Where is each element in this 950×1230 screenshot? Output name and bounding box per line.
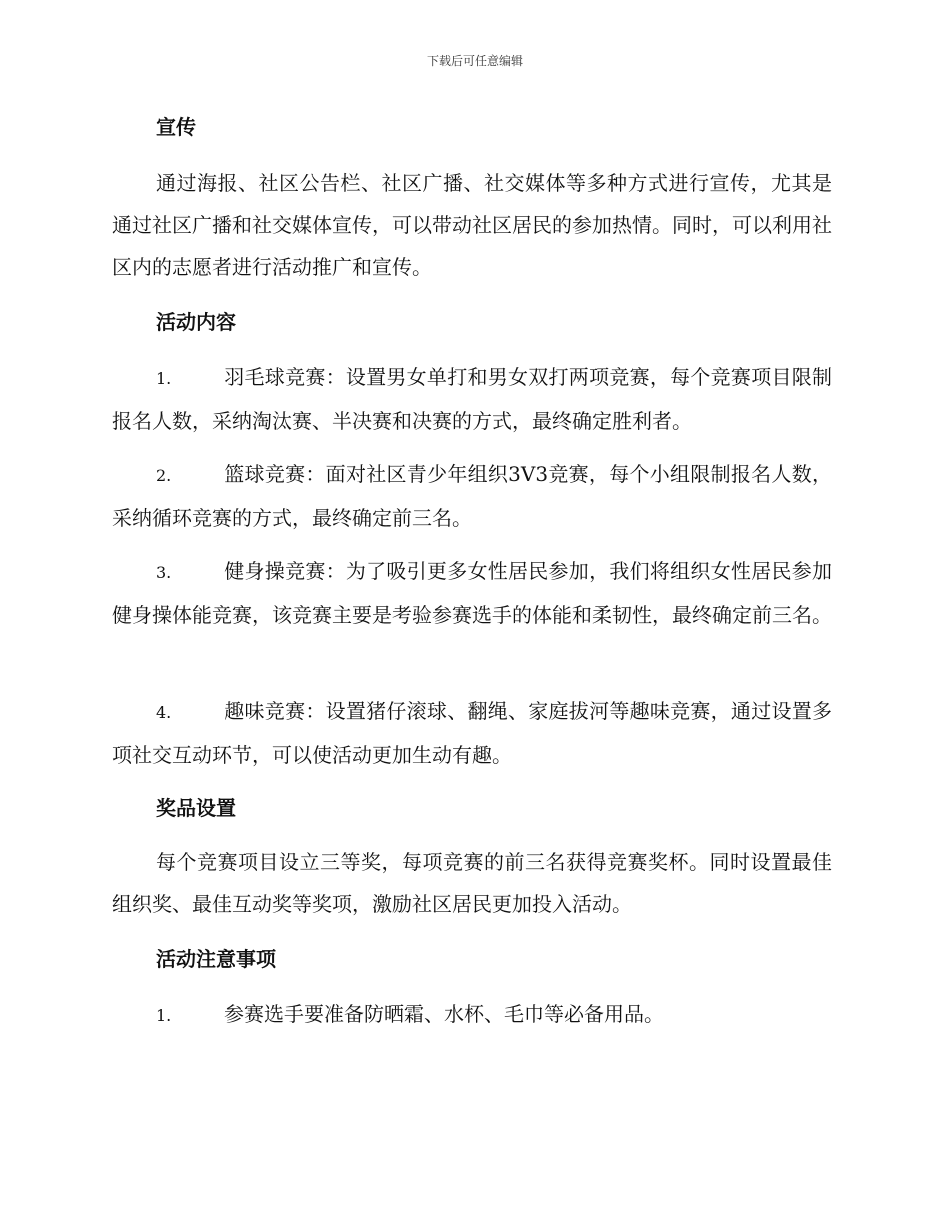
list-item (112, 993, 832, 1037)
list-item-text: 参赛选手要准备防晒霜、水杯、毛巾等必备用品。 (224, 1002, 664, 1026)
list-item (112, 453, 832, 539)
list-item-text: 健身操竞赛：为了吸引更多女性居民参加，我们将组织女性居民参加健身操体能竞赛，该竞赛主要是考验参赛选手的体能和柔韧性，最终确定前三名。 (112, 559, 832, 627)
list-item-text: 篮球竞赛：面对社区青少年组织3V3竞赛，每个小组限制报名人数，采纳循环竞赛的方式，最终确定前三名。 (112, 462, 832, 530)
section-title-content: 活动内容 (156, 310, 236, 334)
list-item (112, 550, 832, 636)
list-item-number: 4. (156, 703, 172, 722)
paragraph-prizes: 每个竞赛项目设立三等奖，每项竞赛的前三名获得竞赛奖杯。同时设置最佳组织奖、最佳互动奖等奖项，激励社区居民更加投入活动。 (112, 850, 832, 916)
list-item-number: 1. (156, 1006, 172, 1025)
list-item-text: 羽毛球竞赛：设置男女单打和男女双打两项竞赛，每个竞赛项目限制报名人数，采纳淘汰赛、半决赛和决赛的方式，最终确定胜利者。 (112, 365, 832, 433)
list-item (112, 690, 832, 776)
list-item-number: 1. (156, 369, 172, 388)
list-item-number: 3. (156, 563, 172, 582)
section-title-publicity: 宣传 (156, 115, 196, 139)
section-title-prizes: 奖品设置 (156, 796, 236, 820)
page-header: 下载后可任意编辑 (426, 54, 523, 68)
paragraph-publicity: 通过海报、社区公告栏、社区广播、社交媒体等多种方式进行宣传，尤其是通过社区广播和社交媒体宣传，可以带动社区居民的参加热情。同时，可以利用社区内的志愿者进行活动推广和宣传。 (112, 171, 832, 279)
list-item-text: 趣味竞赛：设置猪仔滚球、翻绳、家庭拔河等趣味竞赛，通过设置多项社交互动环节，可以使活动更加生动有趣。 (112, 699, 832, 767)
section-title-notes: 活动注意事项 (156, 947, 276, 971)
list-item (112, 356, 832, 442)
list-item-number: 2. (156, 466, 172, 485)
